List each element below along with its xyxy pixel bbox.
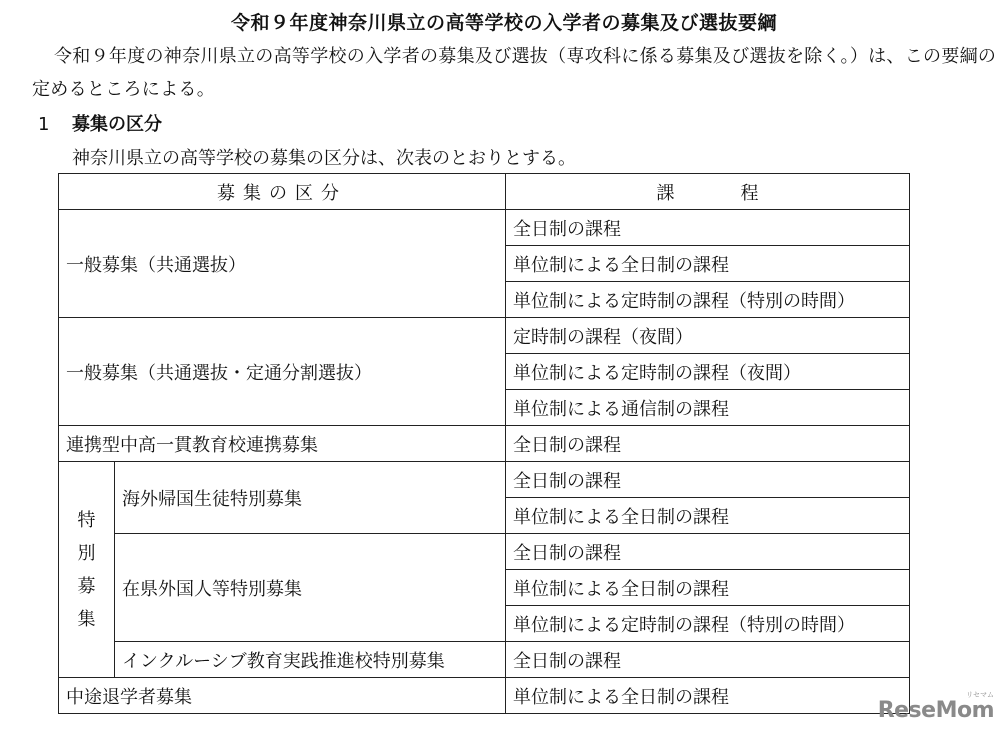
category-cell: 一般募集（共通選抜） bbox=[59, 210, 506, 318]
table-row bbox=[59, 210, 910, 246]
course-cell: 単位制による定時制の課程（特別の時間） bbox=[506, 606, 910, 642]
special-label-char: 別 bbox=[77, 542, 96, 564]
course-cell: 全日制の課程 bbox=[506, 642, 910, 678]
section-heading bbox=[38, 110, 162, 136]
special-label-char: 特 bbox=[77, 509, 96, 531]
section-title: 募集の区分 bbox=[72, 114, 162, 135]
intro-paragraph: 令和９年度の神奈川県立の高等学校の入学者の募集及び選抜（専攻科に係る募集及び選抜を除く。）は、この要綱の定めるところによる。 bbox=[32, 46, 997, 100]
special-label-char: 募 bbox=[77, 575, 96, 597]
course-cell: 単位制による全日制の課程 bbox=[506, 678, 910, 714]
special-label-char: 集 bbox=[77, 608, 96, 630]
watermark-text: ReseMom bbox=[877, 698, 994, 723]
table-row bbox=[59, 534, 910, 570]
table-row bbox=[59, 642, 910, 678]
category-cell: 一般募集（共通選抜・定通分割選抜） bbox=[59, 318, 506, 426]
table-row bbox=[59, 318, 910, 354]
special-category-cell bbox=[59, 462, 115, 678]
recruitment-table bbox=[58, 173, 910, 714]
document-title: 令和９年度神奈川県立の高等学校の入学者の募集及び選抜要綱 bbox=[230, 12, 777, 34]
subcategory-cell: 海外帰国生徒特別募集 bbox=[115, 462, 506, 534]
resemom-watermark-logo bbox=[877, 691, 994, 723]
table-header-row bbox=[59, 174, 910, 210]
course-cell: 全日制の課程 bbox=[506, 426, 910, 462]
course-cell: 単位制による全日制の課程 bbox=[506, 498, 910, 534]
table-row bbox=[59, 426, 910, 462]
category-cell: 連携型中高一貫教育校連携募集 bbox=[59, 426, 506, 462]
course-cell: 定時制の課程（夜間） bbox=[506, 318, 910, 354]
course-cell: 全日制の課程 bbox=[506, 534, 910, 570]
subcategory-cell: インクルーシブ教育実践推進校特別募集 bbox=[115, 642, 506, 678]
watermark-subtext: リセマム bbox=[966, 691, 994, 699]
header-course: 課程 bbox=[506, 174, 910, 210]
section-number: 1 bbox=[38, 114, 50, 135]
course-cell: 全日制の課程 bbox=[506, 462, 910, 498]
course-cell: 単位制による定時制の課程（特別の時間） bbox=[506, 282, 910, 318]
header-category: 募集の区分 bbox=[59, 174, 506, 210]
course-cell: 単位制による全日制の課程 bbox=[506, 570, 910, 606]
table-row bbox=[59, 462, 910, 498]
table-row bbox=[59, 678, 910, 714]
course-cell: 単位制による通信制の課程 bbox=[506, 390, 910, 426]
section-text: 神奈川県立の高等学校の募集の区分は、次表のとおりとする。 bbox=[72, 148, 576, 169]
course-cell: 全日制の課程 bbox=[506, 210, 910, 246]
subcategory-cell: 在県外国人等特別募集 bbox=[115, 534, 506, 642]
course-cell: 単位制による全日制の課程 bbox=[506, 246, 910, 282]
category-cell: 中途退学者募集 bbox=[59, 678, 506, 714]
course-cell: 単位制による定時制の課程（夜間） bbox=[506, 354, 910, 390]
